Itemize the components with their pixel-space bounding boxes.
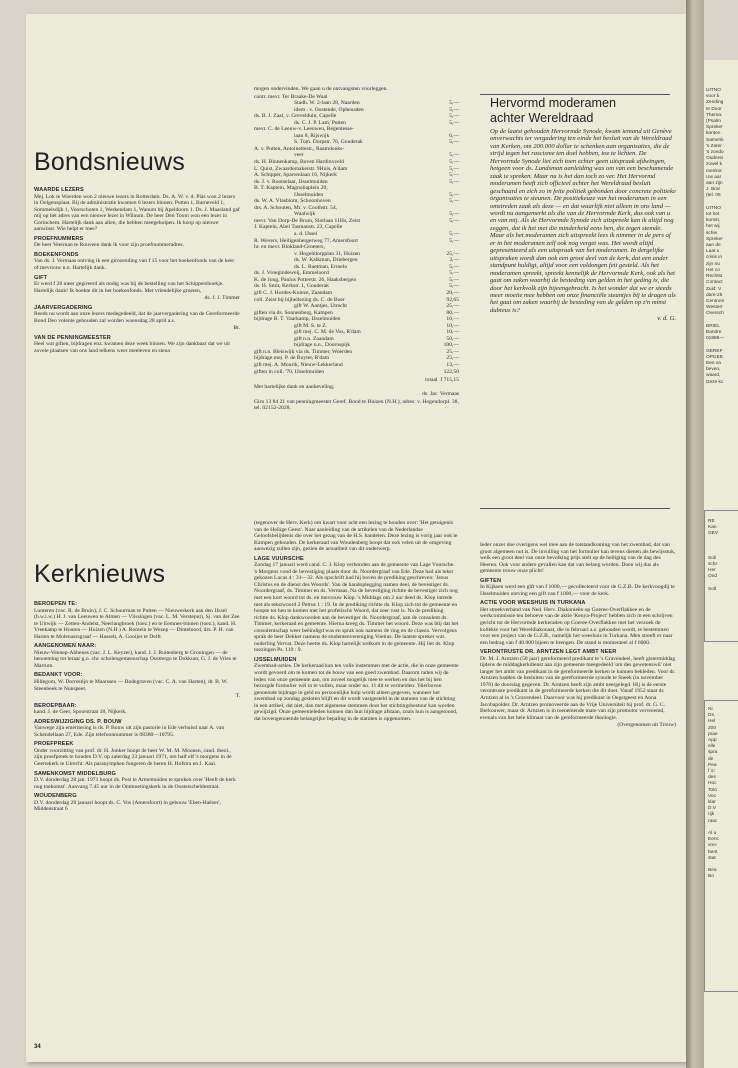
mid-lower-column [254, 520, 459, 1040]
section-heading: PROEFPREEK [34, 741, 74, 748]
adjacent-page-edge [704, 60, 738, 1068]
page-gutter [686, 0, 704, 1068]
section-heading: SAMENKOMST MIDDELBURG [34, 770, 116, 777]
adjacent-line: Soll [708, 586, 716, 592]
gift-donor: S. Tom. Dorpstr. 76, Gouderak [294, 139, 363, 146]
gift-donor: gift M. S. te Z. [294, 322, 328, 329]
bondsnieuws-section [34, 305, 240, 332]
section-heading: JAARVERGADERING [34, 304, 93, 311]
total-label: totaal [425, 377, 438, 384]
mid-lower-section [254, 657, 459, 722]
adjacent-line: Ds. [708, 713, 716, 719]
giftlist-footer: Giro 13 84 21 van penningmeester Geref. Bond te Huizen (N.H.), adres: v. Hogendorpl. 38, tel. 02152-2028. [254, 398, 459, 412]
gift-amount: 3,— [449, 257, 459, 264]
gift-amount: 5,— [449, 178, 459, 185]
kerknieuws-section [34, 703, 240, 716]
adjacent-line: (tel. 05 [706, 193, 721, 199]
section-heading: BEROEPEN TE: [34, 601, 78, 607]
adjacent-line: Rechtst [706, 274, 723, 280]
signature: Bt. [233, 325, 240, 332]
adjacent-line: Ouderei [706, 156, 724, 162]
bondsnieuws-section [34, 335, 240, 355]
section-heading: GIFTEN [480, 577, 502, 584]
gift-donor: ds. W. A. Vlasblom, Schoonhoven [254, 198, 331, 205]
adjacent-line: schie. [706, 230, 719, 236]
kerknieuws-title: Kerknieuws [34, 560, 166, 588]
adjacent-line: Een va [706, 360, 721, 366]
gift-amount: 10,— [446, 322, 459, 329]
section-body: Reeds nu wordt aan onze lezers medegedeeld, dat de jaarvergadering van de Gereformeerde Bond Deo volente gehouden zal worden woensdag 28 april a.s. [34, 311, 240, 324]
adjacent-line: Soli [708, 555, 716, 561]
gift-donor: v. Hogendorpplan 31, Huizen [294, 250, 360, 257]
gift-amount: 5,— [449, 106, 459, 113]
section-body: Heel wat giften, bijdragen enz. kwamen deze week binnen. We zijn dankbaar dat we uit zovele plaatsen van ons land telkens weer meeleven en steun [34, 341, 230, 355]
gift-amount: 25,— [446, 250, 459, 257]
adjacent-line: Het co [706, 267, 720, 273]
adjacent-line: raac [708, 818, 718, 824]
adjacent-line: Zuid: V [706, 286, 722, 292]
adjacent-line: Centrum [706, 298, 725, 304]
section-body: Het streekverband van Ned. Herv. Diakonieën op Goeree-Overflakkee en de werkcommissie ten behoeve van de aktie 'Kenya-Project' hebben zich in een schrijven gericht tot de Hervormde kerkeraden op Goeree-Overflakkee met het verzoek de kollekte voor het Wereldiakonaat, die in februari a.s. gehouden wordt, te bestemmen voor een project van de G.Z.B., namelijk het weeshuis in Turkana. Men streeft er naar een bedrag van f 40.000 bijeen te brengen. De stand is momenteel al f 6000. [480, 606, 673, 646]
gift-amount: 5,— [449, 139, 459, 146]
mid-lower-intro: (tegenover de Herv. Kerk) om kwart voor acht een lezing te houden over: 'Het getuigenis van de Heilige Geest'. Naar aanleiding van de artikelen van de Nederlandse Geloofsbelijdenis die over het gezag van de H.S. handelen. Deze lezing is vorig jaar ook te Kampen gehouden. De kerkeraad van Woudenberg hoopt dat ook velen uit de omgeving aanwezig zullen zijn, gezien de actualiteit van dit onderwerp. [254, 520, 458, 553]
bondsnieuws-section [34, 252, 240, 272]
adjacent-line: voor b [706, 94, 720, 100]
mid-lower-section [254, 556, 459, 654]
adjacent-line: App [708, 738, 717, 744]
adjacent-line: rijk [708, 812, 715, 818]
section-heading: ACTIE VOOR WEESHUIS IN TURKANA [480, 600, 586, 607]
adjacent-line: aan zijn [706, 181, 723, 187]
gift-amount: 5,— [449, 159, 459, 166]
adjacent-line: stat [708, 855, 716, 861]
kerknieuws-column [34, 598, 240, 1038]
adjacent-line: GEV [708, 531, 719, 537]
section-body: Zwembad-acties. De kerkeraad kan ten volle instemmen met de actie, die in onze gemeente wordt gevoerd om te komen tot de bouw van een goed zwembad. Daarom raden wij de leden van onze gemeente aan, om zoveel mogelijk mee te werken en dus het bij hen bezorgde formulier wél in te vullen, maar onder no. 11 dit te vermelden: 'Hierboven genoemde bijdrage in geld en persoonlijke hulp wordt alleen gegeven, wanneer het zwembad op zondag gesloten blijft en dit wordt vastgesteld in de statuten van de stichting in een artikel, dat niet, dan met algemene stemmen door het stichtingsbestuur kan worden gewijzigd. Onze gemeenteleden kunnen dan hun bijdrage afstaan, zoals hun is aangetoond, dat bovengenoemde belangrijke bepaling in de statuten is opgenomen. [254, 663, 459, 722]
gift-donor: gift C. J. Hordes-Knieze, Zaandam [254, 289, 333, 296]
right-lower-section [480, 649, 676, 721]
gift-amount: 5,— [449, 113, 459, 120]
gift-donor: gift n.n. Bleiswijk via ds. Timmer, Woerden [254, 348, 353, 355]
adjacent-line: te Door [706, 106, 722, 112]
gift-donor: laan 8, Rijswijk [294, 132, 330, 139]
adjacent-line: klar [708, 800, 716, 806]
section-body: kand. J. de Geer, Spoorstraat 18, Nijkerk. [34, 709, 127, 716]
adjacent-line: de [708, 756, 714, 762]
gift-donor: bijdrage B. T. Vaarkamp, IJsselmuiden [254, 316, 341, 323]
section-body: Hillegom, W. Dorrestijn te Maarssen — Bodegraven (vac. C. A. van Harten), dr. B. W. Steenbeek te Nunspeet. [34, 679, 228, 692]
giftlist-closing: Met hartelijke dank en aanbeveling, [254, 383, 335, 390]
adjacent-line: beven, [706, 367, 721, 373]
adjacent-line: UITNO [706, 88, 721, 93]
gift-lines [254, 94, 459, 376]
adjacent-line: Spreker [706, 125, 723, 131]
section-heading: PROEFNUMMERS [34, 235, 84, 242]
adjacent-line: Samenk [706, 137, 724, 143]
adjacent-line: f 1! [708, 769, 715, 775]
gift-donor: giften in coll. '70, IJsselmuiden [254, 368, 324, 375]
gift-donor: ds. B. J. Zaal, v. Grevelduin, Capelle [254, 113, 337, 120]
adjacent-line: Thema: [706, 112, 723, 118]
adjacent-line: 's Zater [706, 143, 722, 149]
adjacent-line: Al u [708, 831, 717, 837]
section-heading: VAN DE PENNINGMEESTER [34, 334, 111, 341]
gift-donor: ds. L. Raetman, Ermelo [294, 263, 348, 270]
section-heading: BEROEPBAAR: [34, 702, 77, 709]
adjacent-line: UITNO [706, 205, 721, 211]
signature: ds. J. J. Timmer [204, 295, 240, 302]
gift-donor: A. v. Putten, Antoinettestr., Raamdonks- [254, 145, 345, 152]
adjacent-page-text [706, 88, 738, 386]
gift-list-column [254, 86, 459, 506]
gift-donor: idem . v. Oostende, Opheusden [294, 106, 364, 113]
section-heading: VERONTRUSTE DR. ARNTZEN LEGT AMBT NEER [480, 649, 617, 656]
gift-amount: 25,— [446, 348, 459, 355]
section-heading: ADRESWIJZIGING DS. P. BOUW [34, 718, 122, 725]
gift-donor: gift mej. C. M. de Vos, R'dam [294, 329, 361, 336]
gift-donor: mevr. C. de Leeuw-v. Leeuwen, Regentesse- [254, 126, 354, 133]
adjacent-line: Hel [708, 719, 716, 725]
adjacent-line: RE [708, 519, 715, 524]
gift-donor: A. Schipper, Sparrenlaan 16, Nijkerk [254, 172, 337, 179]
adjacent-line: het wij [706, 224, 720, 230]
adjacent-line: Zending [706, 100, 724, 106]
gift-donor: contr. mevr. Ter Braake-De Waal [254, 93, 328, 100]
gift-donor: R. Wevers, Heiligenbergerweg 77, Amersfoort [254, 237, 358, 244]
box-text [705, 701, 738, 881]
right-lower-section [480, 600, 676, 646]
adjacent-line: D.V [708, 806, 716, 812]
right-lower-intro: Ieder onzer doe overigens wel mee aan de totstandkoming van het zwembad, dat van groot algemeen nut is. De invulling van het formulier kan tevens dienen als bewijsstuk, welk een groot deel van onze bevolking prijs stelt op de heiliging van de dag des Heeren. Ook voor andere gevallen kan dat van belang worden. Doen wij dus als gemeente trouw onze plicht! [480, 542, 676, 575]
section-body: D.V. donderdag 28 januari hoopt ds. C. Vos (Amersfoort) in gebouw 'Eben-Haëzer', Middenstraat 6 [34, 799, 221, 813]
gift-donor: bijdrage mej. P. de Ruyter, R'dam [254, 355, 330, 362]
adjacent-line: dam-25 [706, 292, 723, 298]
adjacent-line: Bo [708, 874, 714, 880]
adjacent-line: Kan [708, 525, 717, 531]
gift-amount: 10,— [446, 316, 459, 323]
adjacent-line: Westerr [706, 305, 723, 311]
gift-donor: gift n.n. Zaandam [294, 335, 334, 342]
adjacent-line: Oversch [706, 311, 724, 317]
gift-donor: veer [294, 152, 304, 159]
kerknieuws-section [34, 643, 240, 669]
section-body: Onder voorzitting van prof. dr. H. Jonker hoopt de heer W. M. M. Moonen, cand. theol., zijn proefpreek te houden D.V. op zaterdag 23 januari 1971, om half elf 's morgens in de Geertekerk te Utrecht. Als paranymphen fungeren de heren H. Hofstra en J. Kaai. [34, 747, 232, 768]
section-body: Dr. M. J. Arntzen (58 jaar) gereformeerd predikant te 's Gravendeel, heeft gistermiddag tijdens de middagkerkdienst aan zijn gemeente meegedeeld 'om des gewetenswil' niet langer het ambt van predikant in de gereformeerde kerken te kunnen bekleden. Voor dr. Arntzen hadden de besluiten van de gereformeerde synode te Sneek (in november 1970) de doorslag gegeven. Dr. Arntzen heeft zijn ambt neergelegd. Hij is de eerste verontruste predikant in de gereformeerde kerken die dit doet. Vanaf 1952 staat dr. Arntzen al in 's Gravendeel. Daarvoor was hij predikant in Oegstgeest en Anna Jacobapolder. Dr. Arntzen promoveerde aan de Vrije Universiteit bij prof. dr. G. C. Berkouwer, maar dr. Arntzen is in toenemende mate van zijn promotor vervreemd, evenals van het hele klimaat van de gereformeerde theologie. [480, 655, 676, 721]
gift-amount: 5,— [449, 165, 459, 172]
adjacent-line: J. Brar [706, 187, 721, 193]
gift-amount: 10,— [446, 329, 459, 336]
bondsnieuws-title: Bondsnieuws [34, 148, 185, 176]
section-heading: LAGE VUURSCHE [254, 555, 304, 562]
gift-donor: a. d. IJssel [294, 231, 318, 238]
gift-amount: 6,— [449, 132, 459, 139]
gift-donor: B. T. Kaptein, Magnoliaplein 20, [254, 185, 328, 192]
gift-donor: IJsselmuiden [294, 191, 324, 198]
adjacent-line: OPGEE [706, 354, 724, 360]
adjacent-line: menkor [706, 168, 722, 174]
section-body: Vanwege zijn emeritering is ds. P. Bouw uit zijn pastorie in Ede verhuisd naar A. van Schendellaan 27, Ede. Zijn telefoonnummer is 08380—10795. [34, 725, 225, 738]
gift-donor: gift W. Aantjes, Utrecht [294, 303, 347, 310]
gift-donor: Waalwijk [294, 211, 316, 218]
adjacent-line: schr [708, 561, 718, 567]
adjacent-line: Contact [706, 280, 723, 286]
adjacent-box-2 [704, 700, 738, 992]
section-heading: IJSSELMUIDEN [254, 656, 297, 663]
gift-line [254, 369, 459, 376]
adjacent-line: waard, [706, 373, 721, 379]
section-body: Er werd f 28 meer gegireerd als nodig was bij de bestelling van het Schippersboekje. Hartelijk dank! Ik boekte dit in het boekenfonds. Met vriendelijke groeten, [34, 281, 224, 294]
gift-amount: 25,— [446, 303, 459, 310]
adjacent-line: spra [708, 750, 718, 756]
gift-donor: ds. H. Smit, Kerkstr. 1, Gouderak [254, 283, 329, 290]
page-number: 34 [34, 1044, 41, 1050]
adjacent-line: Deze kc [706, 379, 724, 385]
adjacent-line: Ond [708, 574, 718, 580]
gift-donor: gift mej. A. Mourik, Nieuw-Lekkerland [254, 361, 343, 368]
kerknieuws-section [34, 672, 240, 699]
adjacent-line: zijn nu [706, 261, 720, 267]
box-text [705, 511, 738, 538]
section-heading: BEDANKT VOOR: [34, 672, 83, 679]
adjacent-line: Voc [708, 793, 717, 799]
signature: v. d. G. [657, 315, 676, 323]
gift-donor: coll. Zeist bij bijbellezing ds. C. de Boer [254, 296, 345, 303]
adjacent-line: Uw aar [706, 174, 722, 180]
adjacent-line: Hoc [708, 781, 717, 787]
gift-donor: L. Quist, Zwaardemakerstr. 9Huis, A'dam [254, 165, 348, 172]
gift-donor: ds. J. Vroegindeweij, Emmeloord [254, 270, 329, 277]
adjacent-line: komst, [706, 218, 721, 224]
kopstuk-column [490, 128, 676, 502]
adjacent-line: Toto [708, 787, 718, 793]
section-body: In Kijksen werd een gift van f 1000,— gecollecteerd voor de G.Z.B. De kerkvoogdij te IJsselmuiden ontving een gift van f 1000,— voor de kerk. [480, 584, 675, 597]
gift-donor: mevr. Van Dorp-De Bruin, Slotlaan 11Hs, Zeist [254, 217, 361, 224]
section-heading: WAARDE LEZERS [34, 187, 84, 193]
section-body: De heer Veerman te Rouveen dank ik voor zijn proefnummeradres. [34, 242, 184, 249]
adjacent-line: 200 [708, 725, 717, 731]
section-body: Zondag 17 januari werd cand. C. J. Klop verbonden aan de gemeente van Lage Vuursche. 's Morgens vond de bevestiging plaats door ds. Noordergraaf van Ede. Deze had als tekst gekozen Lucas 4 : 31—32. Als opschrift had hij boven de prediking geschreven: 'Jezus Christus en de dienst des Woords'. Van de handoplegging namen deel, de bevestiger ds. Noordergraaf, ds. Timmer en ds. Vermaas. Na de bevestiging richtte de bevestiger zich nog met een kort woord tot ds. en mevrouw Klop. 's Middags om 2 uur deed ds. Klop intrede met als tekstwoord 2 Petrus 1 : 19. In de prediking richtte ds. Klop zich tot de gemeente en hoopte tot hen te komen met het profetische Woord, dat zeer vast is. Na de prediking richtte ds. Klop dankwoorden aan de bevestiger ds. Noordergraaf, aan de consulent ds. Timmer, kerkeraad en gemeente. Hierna kreeg ds. Timmer het woord. Deze was blij dat het consulentschap weer beëindigd was en sprak ook namens de ring en de classis. Vervolgens sprak de heer Dekker namens de studentenvereniging Voetius. De laatste spreker was ouderling Vervat. Deze heette ds. Klop hartelijk welkom in de gemeente. Hij liet ds. Klop toezingen Ps. 119 : 9. [254, 562, 459, 654]
gift-donor: giften via ds. Sonnenberg, Kampen [254, 309, 333, 316]
gift-amount: 50,— [446, 335, 459, 342]
adjacent-line: des [708, 775, 716, 781]
kopstuk-bottom-rule [480, 508, 670, 509]
gift-amount: 100,— [443, 342, 459, 349]
kopstuk-text: Op de laatst gehouden Hervormde Synode, kwam iemand uit Genève onverwachts ter vergadering ten einde het besluit van de Wereldraad van Kerken, om 200.000 dollar te schenken aan organisaties, die de strijd tegen het rascisme ten doel hebben, toe te lichten. De Hervormde Synode liet zich toen echter geen uitspraak afdwingen, hetgeen voor ds. Landsman aanleiding was om van een beschamende zaak te spreken. Maar nu is het dan toch zo ver. Het Hervormd moderamen heeft zich officieel achter het Wereldraad besluit geschaard en zich zo in feite politiek gebonden door concrete politieke organisaties te steunen. De positiekeuze van het moderamen in een omstreden zaak als deze — en dat waarlijk niet alleen in ons land — wordt nu aangemerkt als die van de Hervormde Kerk, dus ook van u en van mij. Als de Hervormde Synode zich uitspreekt kan ik altijd nog zeggen, dat ik het met die minderheid eens ben, die tegen stemde. Maar als het moderamen zich uitspreekt lees ik nimmer in de pers of er in het moderamen zelf ook nog verget was. Het wordt altijd gepresenteerd als een uitspraak van het moderamen. In dergelijke uitspraken wordt dan ook een groot deel van de kerk, dat een ander standpunt huldigt, altijd voor een voldongen feit gesteld. Als het moderamen spreekt, spreekt kennelijk de Hervormde Kerk, ook als het gaat om zaken waarbij de besteding van gelden in het geding is, die door het kerkvolk zijn bijeengebracht. Is het wonder dat we er steeds meer moeite mee hebben om onze financiële steuntjes bij te dragen als het gaat om zaken waarbij de besteding van de gelden op z'n minst dubieus is? [490, 128, 676, 314]
section-heading: AANGENOMEN NAAR: [34, 643, 97, 650]
adjacent-line: Ni [708, 707, 713, 712]
gift-amount: 5,— [449, 276, 459, 283]
adjacent-line: Spreker [706, 236, 723, 242]
adjacent-line: prae [708, 731, 718, 737]
section-heading: GIFT [34, 274, 48, 281]
source-note: (Overgenomen uit Trouw) [617, 722, 676, 729]
gift-amount: 13,— [446, 361, 459, 368]
bondsnieuws-column [34, 184, 240, 504]
adjacent-line: Laat u [706, 249, 720, 255]
section-body: Nieuw-Vennep-Abbenes (vac. J. L. Keyzer), kand. J. J. Ruitenberg te Groningen — de benoeming tot leraar g.o. chr. scholengemeenschap Oosttergo te Dokkum, G. J. de Vries te Marrum. [34, 649, 237, 669]
gift-donor: J. Kaptein, Abel Tasmanstr. 23, Capelle [254, 224, 343, 231]
adjacent-line: GEREF [706, 348, 723, 354]
gift-donor: ds. W. Kalkman, Driebergen [294, 257, 358, 264]
adjacent-line: 's zondo [706, 150, 724, 156]
adjacent-line: BRIEL [706, 323, 720, 329]
total-value: f 715,15 [440, 377, 459, 384]
adjacent-line: Eenc [708, 837, 719, 843]
kerknieuws-section [34, 719, 240, 739]
right-lower-column [480, 542, 676, 1040]
giftlist-intro: mogen ondervinden. We gaan u de ontvangsten voorleggen. [254, 86, 388, 92]
gift-amount: 5,— [449, 237, 459, 244]
box-text [705, 538, 738, 593]
gift-amount: 5,— [449, 231, 459, 238]
signature: T. [235, 693, 240, 700]
gift-donor: K. de Jong, Paulus Potterstr. 26, Haaksbergen [254, 276, 357, 283]
kopstuk-top-rule [480, 94, 670, 95]
gift-amount: 5,— [449, 198, 459, 205]
bondsnieuws-section [34, 187, 240, 233]
kerknieuws-section [34, 601, 240, 640]
adjacent-line: Pea [708, 762, 717, 768]
gift-amount: 80,— [446, 309, 459, 316]
section-body: Van ds. J. Vermaas ontving ik een girozending van f 15 voor het boekenfonds van de heer of mevrouw n.n. Hartelijk dank. [34, 258, 235, 272]
adjacent-line: Bandre [706, 329, 722, 335]
gift-amount: 20,— [446, 289, 459, 296]
right-lower-section [480, 578, 676, 598]
gift-donor: drs. A. Schouten, Mr. v. Coothstr. 54, [254, 204, 338, 211]
section-body: Mej. Lok te Woerden won 2 nieuwe lezers in Rotterdam. Ds. A. W. v. d. Plas won 2 lezers in Oolgensplaat. Bij de administratie kwamen 6 lezers binnen: Putten 1, Barneveld 1, Sommelsdijk 1, Voorschoten 1, Werkendam 1, Wanum bij Apeldoorn 1. Ds. J. Maasland gaf mij op het adres van een nieuwe lezer in Wilnum. De heer Den Toom won een lezer in Gorinchem. Hartelijk dank aan allen, die hebben meegeholpen. Ik hoop op nieuwe aanwinst. Wie helpt er mee? [34, 193, 240, 233]
bondsnieuws-section [34, 275, 240, 302]
newspaper-page [26, 14, 686, 1062]
adjacent-line: (Psalm [706, 119, 721, 125]
gift-amount: 25,— [446, 355, 459, 362]
gift-donor: Stadh. W. 2-laan 28, Naarden [294, 100, 360, 107]
adjacent-line: 01886— [706, 336, 725, 342]
adjacent-line: voo- [708, 843, 718, 849]
adjacent-line: tot het [706, 212, 720, 218]
gift-amount: 5,— [449, 191, 459, 198]
adjacent-line: zowel k [706, 162, 722, 168]
adjacent-line: Bea [708, 868, 717, 874]
adjacent-line: Her [708, 568, 716, 574]
kerknieuws-section [34, 741, 240, 767]
gift-amount: 5,— [449, 172, 459, 179]
gift-amount: 5,— [449, 119, 459, 126]
gift-donor: ds. J. v. Rootselaar, IJsselmuiden [254, 178, 328, 185]
gift-donor: ds. C. J. P. Lam, Putten [294, 119, 346, 126]
adjacent-box-1 [704, 510, 738, 642]
kopstuk-title: Hervormd moderamen achter Wereldraad [490, 96, 616, 125]
section-heading: BOEKENFONDS [34, 251, 79, 258]
adjacent-line: aan de [706, 243, 721, 249]
signature: ds. Jac. Vermaas [422, 391, 459, 398]
gift-amount: 5,— [449, 100, 459, 107]
adjacent-line: crisis in [706, 255, 722, 261]
gift-amount: 92,65 [446, 296, 459, 303]
gift-donor: ds. H. Binnenkamp, Boven Hardinxveld [254, 159, 344, 166]
section-body: D.V. donderdag 28 jan. 1971 hoopt ds. Post te Armemuiden te spreken over 'Heeft de kerk nog toekomst'. Aanvang 7.45 uur in de Ontmoetingskerk in de Oosterscheldestraat. [34, 777, 236, 790]
gift-donor: bijdrage n.n., Doornspijk [294, 342, 351, 349]
gift-amount: 5,— [449, 211, 459, 218]
section-heading: WOUDENBERG [34, 793, 77, 800]
gift-donor: hr. en mevr. Blokland-Groeters, [254, 244, 325, 251]
gift-amount: 5,— [449, 152, 459, 159]
bondsnieuws-section [34, 236, 240, 249]
gift-amount: 5,— [449, 263, 459, 270]
gift-amount: 5,— [449, 270, 459, 277]
adjacent-line: bent [708, 849, 718, 855]
adjacent-line: elle [708, 744, 716, 750]
gift-amount: 5,— [449, 283, 459, 290]
adjacent-line: kanten [706, 131, 721, 137]
kerknieuws-section [34, 793, 240, 813]
gift-amount: 122,50 [443, 368, 459, 375]
gift-amount: 5,— [449, 217, 459, 224]
kerknieuws-section [34, 771, 240, 791]
section-body: Lunteren (vac. R. de Bruin), J. C. Schuurman te Putten — Nieuwerkerk aan den IJssel (b.w.i.w.) H. J. van Leeuwen te Almen — Vlissingen (vac. L. M. Versteput), Sj. van der Zee te Uitwijk — Zetten-Andelst, Neerlangbroek (toez.) en te Eemnes-binnen (toez.), kand. H. Vreekamp te Houten — Huizen (N.H.) A. Romein te Wezep — Dinteloord, drs. P. H. van Harten te Molenaarsgraaf — Hasselt, A. Gooijer te Delft [34, 607, 240, 640]
